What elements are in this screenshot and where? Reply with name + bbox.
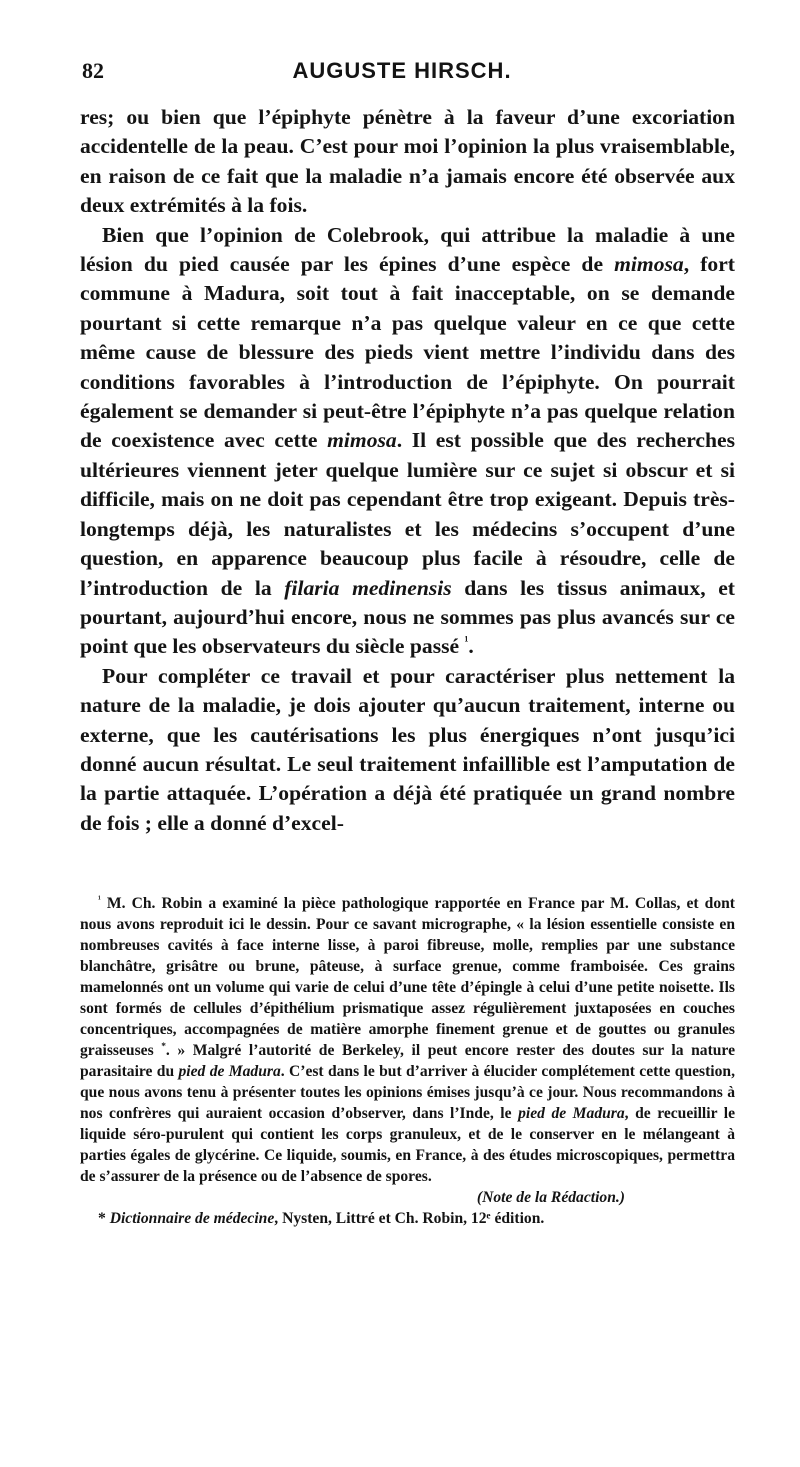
footnotes — [80, 893, 735, 1229]
paragraph: Bien que l’opinion de Colebrook, qui attribue la maladie à une lésion du pied causée par les épines d’une espèce de mimosa, fort commune à Madura, soit tout à fait inacceptable, on se demande pourtant si cette remarque n’a pas quelque valeur en ce que cette même cause de blessure des pieds vient mettre l’individu dans des conditions favorables à l’introduction de l’épiphyte. On pourrait également se demander si peut-être l’épiphyte n’a pas quelque relation de coexistence avec cette mimosa. Il est possible que des recherches ultérieures viennent jeter quelque lumière sur ce sujet si obscur et si difficile, mais on ne doit pas cependant être trop exigeant. Depuis très-longtemps déjà, les naturalistes et les médecins s’occupent d’une question, en apparence beaucoup plus facile à résoudre, celle de l’introduction de la filaria medinensis dans les tissus animaux, et pourtant, aujourd’hui encore, nous ne sommes pas plus avancés sur ce point que les observateurs du siècle passé $^{^1}$. — [80, 222, 735, 659]
footnote-ref: ¹ — [464, 633, 469, 649]
footnote: * Dictionnaire de médecine, Nysten, Littré et Ch. Robin, 12ᵉ édition. — [98, 1210, 545, 1227]
italic-term: pied de Madura — [178, 1063, 281, 1080]
italic-term: pied de Madura — [518, 1105, 625, 1122]
italic-term: Dictionnaire de médecine — [109, 1210, 275, 1227]
paragraph: Pour compléter ce travail et pour caractériser plus nettement la nature de la maladie, je dois ajouter qu’aucun traitement, interne ou externe, que les cautérisations les plus énergiques n’ont jusqu’ici donné aucun résultat. Le seul traitement infaillible est l’amputation de la partie attaquée. L’opération a déjà été pratiquée un grand nombre de fois ; elle a donné d’excel- — [80, 663, 735, 835]
page-number: 82 — [82, 58, 104, 83]
main-text — [80, 103, 735, 838]
italic-term: mimosa — [327, 428, 397, 453]
footnote-mark: * — [98, 1210, 106, 1227]
footnote: $^{^1}$ M. Ch. Robin a examiné la pièce pathologique rapportée en France par M. Collas, et dont nous avons reproduit ici le dessin. Pour ce savant micrographe, « la lésion essentielle consiste en nombreuses cavités à face interne lisse, à paroi fibreuse, molle, remplies par une substance blanchâtre, grisâtre ou brune, pâteuse, à surface grenue, comme framboisée. Ces grains mamelonnés ont un volume qui varie de celui d’une tête d’épingle à celui d’une petite noisette. Ils sont formés de cellules d’épithélium prismatique assez régulièrement juxtaposées en couches concentriques, accompagnées de matière amorphe finement grenue et de gouttes ou granules graisseuses *. » Malgré l’autorité de Berkeley, il peut encore rester des doutes sur la nature parasitaire du pied de Madura. C’est dans le but d’arriver à élucider complétement cette question, que nous avons tenu à présenter toutes les opinions émises jusqu’à ce jour. Nous recommandons à nos confrères qui auraient occasion d’observer, dans l’Inde, le pied de Madura, de recueillir le liquide séro-purulent qui contient les corps granuleux, et de le conserver en le mélangeant à parties égales de glycérine. Ce liquide, soumis, en France, à des études microscopiques, permettra de s’assurer de la présence ou de l’absence de spores. — [80, 894, 735, 1185]
footnote-ref: * — [161, 1041, 166, 1052]
editor-note-signature: (Note de la Rédaction.) — [476, 1189, 625, 1206]
running-head: AUGUSTE HIRSCH. — [292, 58, 512, 83]
footnote-mark: ¹ — [98, 894, 101, 905]
page-header — [82, 58, 722, 98]
paragraph: res; ou bien que l’épiphyte pénètre à la faveur d’une excoriation accidentelle de la peau. C’est pour moi l’opinion la plus vraisemblable, en raison de ce fait que la maladie n’a jamais encore été observée aux deux extrémités à la fois. — [80, 105, 735, 218]
italic-term: mimosa — [614, 252, 684, 277]
italic-term: filaria medinensis — [284, 575, 452, 600]
